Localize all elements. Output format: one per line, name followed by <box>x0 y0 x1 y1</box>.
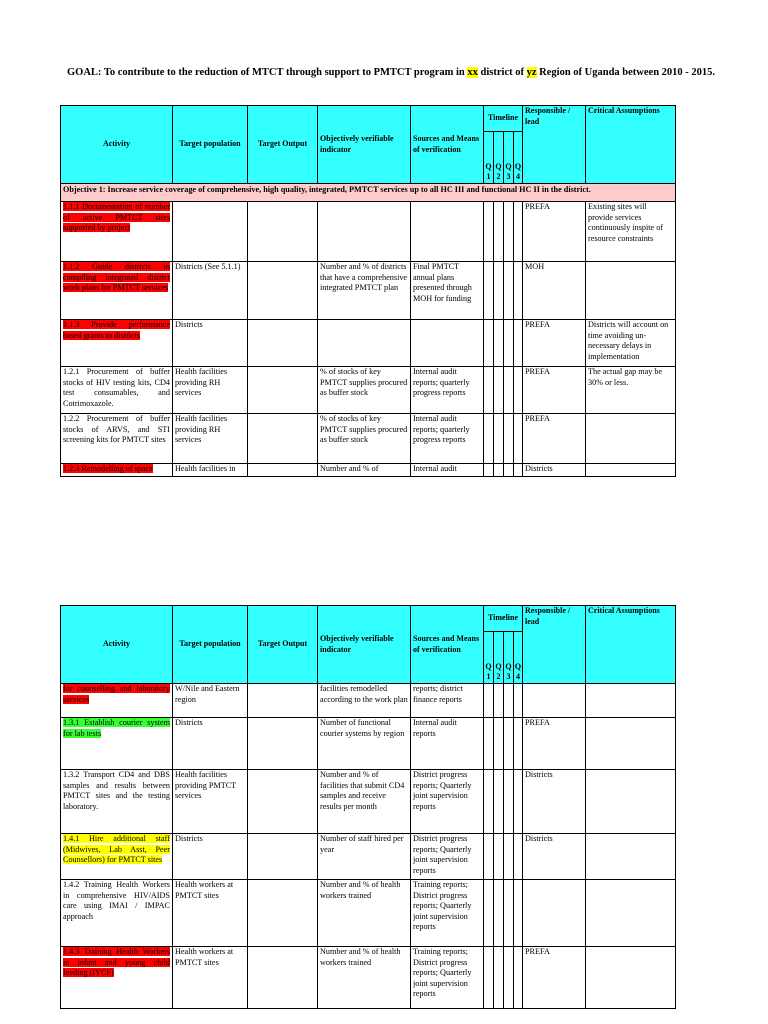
q2-cell <box>494 414 504 464</box>
quarter-header: Q 4 <box>514 132 523 184</box>
q3-cell <box>504 770 514 834</box>
sources-cell: Training reports; District progress reports; Quarterly joint supervision reports <box>411 947 484 1009</box>
population-cell: Health facilities providing PMTCT services <box>173 770 248 834</box>
q4-cell <box>514 684 523 718</box>
activity-cell: 1.4.2 Training Health Workers in comprehensive HIV/AIDS care using IMAI / IMPAC approach <box>61 880 173 947</box>
sources-cell: Internal audit reports <box>411 718 484 770</box>
sources-cell: Internal audit reports; quarterly progress reports <box>411 367 484 414</box>
sources-cell: District progress reports; Quarterly joint supervision reports <box>411 834 484 880</box>
population-cell: Districts <box>173 718 248 770</box>
population-cell: Health facilities in <box>173 464 248 477</box>
q3-cell <box>504 718 514 770</box>
indicator-cell: Number and % of <box>318 464 411 477</box>
q1-cell <box>484 684 494 718</box>
indicator-cell: Number of staff hired per year <box>318 834 411 880</box>
quarter-header: Q 4 <box>514 632 523 684</box>
activity-cell: 1.4.3 Training Health Workers in infant and young child feeding (IYCF) <box>61 947 173 1009</box>
header-responsible: Responsible / lead <box>523 606 586 684</box>
output-cell <box>248 834 318 880</box>
output-cell <box>248 202 318 262</box>
output-cell <box>248 320 318 367</box>
goal-highlight-region: yz <box>526 67 537 78</box>
header-timeline: Timeline <box>484 606 523 632</box>
q4-cell <box>514 880 523 947</box>
responsible-cell: Districts <box>523 770 586 834</box>
quarter-header: Q 3 <box>504 632 514 684</box>
responsible-cell: PREFA <box>523 414 586 464</box>
q1-cell <box>484 414 494 464</box>
indicator-cell: Number and % of health workers trained <box>318 947 411 1009</box>
activity-cell: 1.1.1 Documentation of number of active PMTCT sites supported by project <box>61 202 173 262</box>
logframe-table-1 <box>60 105 676 477</box>
header-target-population: Target population <box>173 106 248 184</box>
header-ovi: Objectively verifiable indicator <box>318 106 411 184</box>
header-sources: Sources and Means of verification <box>411 606 484 684</box>
table-row <box>61 202 676 262</box>
header-responsible: Responsible / lead <box>523 106 586 184</box>
population-cell: Districts (See 5.1.1) <box>173 262 248 320</box>
q4-cell <box>514 414 523 464</box>
q2-cell <box>494 770 504 834</box>
q3-cell <box>504 320 514 367</box>
responsible-cell <box>523 684 586 718</box>
sources-cell: reports; district finance reports <box>411 684 484 718</box>
sources-cell <box>411 320 484 367</box>
population-cell: Health workers at PMTCT sites <box>173 947 248 1009</box>
assumptions-cell <box>586 947 676 1009</box>
q4-cell <box>514 834 523 880</box>
header-assumptions: Critical Assumptions <box>586 606 676 684</box>
q1-cell <box>484 464 494 477</box>
header-activity: Activity <box>61 106 173 184</box>
header-target-output: Target Output <box>248 606 318 684</box>
logframe-table-2 <box>60 605 676 1009</box>
output-cell <box>248 262 318 320</box>
q4-cell <box>514 718 523 770</box>
header-ovi: Objectively verifiable indicator <box>318 606 411 684</box>
sources-cell: Training reports; District progress reports; Quarterly joint supervision reports <box>411 880 484 947</box>
q2-cell <box>494 464 504 477</box>
activity-cell: 1.1.2 Guide districts in compiling integrated district work plans for PMTCT services <box>61 262 173 320</box>
q1-cell <box>484 367 494 414</box>
output-cell <box>248 770 318 834</box>
indicator-cell: % of stocks of key PMTCT supplies procured as buffer stock <box>318 367 411 414</box>
sources-cell: Internal audit <box>411 464 484 477</box>
responsible-cell: MOH <box>523 262 586 320</box>
assumptions-cell <box>586 464 676 477</box>
q3-cell <box>504 414 514 464</box>
output-cell <box>248 947 318 1009</box>
q3-cell <box>504 202 514 262</box>
activity-cell: 1.3.1 Establish courier system for lab tests <box>61 718 173 770</box>
q3-cell <box>504 262 514 320</box>
indicator-cell: Number of functional courier systems by region <box>318 718 411 770</box>
output-cell <box>248 414 318 464</box>
header-assumptions: Critical Assumptions <box>586 106 676 184</box>
q3-cell <box>504 834 514 880</box>
sources-cell: Final PMTCT annual plans presented through MOH for funding <box>411 262 484 320</box>
objective-1: Objective 1: Increase service coverage of comprehensive, high quality, integrated, PMTCT services up to all HC III and functional HC II in the district. <box>61 184 676 202</box>
quarter-header: Q 3 <box>504 132 514 184</box>
population-cell: W/Nile and Eastern region <box>173 684 248 718</box>
population-cell: Health facilities providing RH services <box>173 414 248 464</box>
responsible-cell: Districts <box>523 464 586 477</box>
q2-cell <box>494 880 504 947</box>
activity-cell: 1.2.2 Procurement of buffer stocks of ARVS, and STI screening kits for PMTCT sites <box>61 414 173 464</box>
quarter-header: Q 2 <box>494 632 504 684</box>
q1-cell <box>484 770 494 834</box>
q4-cell <box>514 320 523 367</box>
q1-cell <box>484 320 494 367</box>
output-cell <box>248 464 318 477</box>
q1-cell <box>484 880 494 947</box>
responsible-cell: Districts <box>523 834 586 880</box>
indicator-cell: % of stocks of key PMTCT supplies procured as buffer stock <box>318 414 411 464</box>
q4-cell <box>514 262 523 320</box>
indicator-cell: Number and % of facilities that submit CD4 samples and receive results per month <box>318 770 411 834</box>
assumptions-cell <box>586 880 676 947</box>
table-row <box>61 414 676 464</box>
responsible-cell: PREFA <box>523 947 586 1009</box>
activity-cell: 1.3.2 Transport CD4 and DBS samples and results between PMTCT sites and the testing laboratory. <box>61 770 173 834</box>
q3-cell <box>504 947 514 1009</box>
assumptions-cell: The actual gap may be 30% or less. <box>586 367 676 414</box>
indicator-cell: facilities remodelled according to the work plan <box>318 684 411 718</box>
table-row <box>61 880 676 947</box>
indicator-cell <box>318 320 411 367</box>
activity-cell: 1.1.3 Provide performance based grants to districts <box>61 320 173 367</box>
table-row <box>61 464 676 477</box>
activity-cell: 1.2.1 Procurement of buffer stocks of HIV testing kits, CD4 test consumables, and Cotrimoxazole. <box>61 367 173 414</box>
q1-cell <box>484 202 494 262</box>
assumptions-cell <box>586 770 676 834</box>
goal-statement <box>67 66 717 80</box>
responsible-cell: PREFA <box>523 718 586 770</box>
activity-cell: for counselling and laboratory services <box>61 684 173 718</box>
indicator-cell <box>318 202 411 262</box>
activity-cell: 1.2.3 Remodelling of space <box>61 464 173 477</box>
assumptions-cell <box>586 718 676 770</box>
q4-cell <box>514 770 523 834</box>
quarter-header: Q 1 <box>484 632 494 684</box>
quarter-header: Q 1 <box>484 132 494 184</box>
population-cell: Health workers at PMTCT sites <box>173 880 248 947</box>
q4-cell <box>514 367 523 414</box>
sources-cell: District progress reports; Quarterly joint supervision reports <box>411 770 484 834</box>
goal-text-3: Region of Uganda between 2010 - 2015. <box>536 67 716 78</box>
q1-cell <box>484 834 494 880</box>
table-row <box>61 834 676 880</box>
table-row <box>61 718 676 770</box>
quarter-header: Q 2 <box>494 132 504 184</box>
goal-text-2: district of <box>477 67 527 78</box>
assumptions-cell <box>586 834 676 880</box>
responsible-cell <box>523 880 586 947</box>
indicator-cell: Number and % of health workers trained <box>318 880 411 947</box>
sources-cell: Internal audit reports; quarterly progress reports <box>411 414 484 464</box>
assumptions-cell: Districts will account on time avoiding un-necessary delays in implementation <box>586 320 676 367</box>
population-cell: Districts <box>173 834 248 880</box>
table-row <box>61 684 676 718</box>
q2-cell <box>494 834 504 880</box>
q4-cell <box>514 202 523 262</box>
q3-cell <box>504 684 514 718</box>
responsible-cell: PREFA <box>523 202 586 262</box>
population-cell: Districts <box>173 320 248 367</box>
assumptions-cell <box>586 414 676 464</box>
indicator-cell: Number and % of districts that have a comprehensive integrated PMTCT plan <box>318 262 411 320</box>
output-cell <box>248 367 318 414</box>
header-activity: Activity <box>61 606 173 684</box>
assumptions-cell: Existing sites will provide services continuously inspite of resource constraints <box>586 202 676 262</box>
responsible-cell: PREFA <box>523 320 586 367</box>
q2-cell <box>494 367 504 414</box>
q3-cell <box>504 880 514 947</box>
output-cell <box>248 880 318 947</box>
table-row <box>61 367 676 414</box>
q2-cell <box>494 684 504 718</box>
assumptions-cell <box>586 262 676 320</box>
responsible-cell: PREFA <box>523 367 586 414</box>
q2-cell <box>494 202 504 262</box>
sources-cell <box>411 202 484 262</box>
output-cell <box>248 718 318 770</box>
goal-highlight-district: xx <box>467 67 478 78</box>
header-target-population: Target population <box>173 606 248 684</box>
q3-cell <box>504 367 514 414</box>
header-timeline: Timeline <box>484 106 523 132</box>
table-row <box>61 947 676 1009</box>
table-row <box>61 262 676 320</box>
header-target-output: Target Output <box>248 106 318 184</box>
q2-cell <box>494 718 504 770</box>
population-cell: Health facilities providing RH services <box>173 367 248 414</box>
activity-cell: 1.4.1 Hire additional staff (Midwives, Lab Asst, Peer Counsellors) for PMTCT sites <box>61 834 173 880</box>
q1-cell <box>484 947 494 1009</box>
q2-cell <box>494 262 504 320</box>
q4-cell <box>514 464 523 477</box>
assumptions-cell <box>586 684 676 718</box>
q1-cell <box>484 262 494 320</box>
table-row <box>61 320 676 367</box>
goal-text-1: GOAL: To contribute to the reduction of MTCT through support to PMTCT program in <box>67 67 468 78</box>
q1-cell <box>484 718 494 770</box>
header-sources: Sources and Means of verification <box>411 106 484 184</box>
q4-cell <box>514 947 523 1009</box>
population-cell <box>173 202 248 262</box>
q2-cell <box>494 947 504 1009</box>
q3-cell <box>504 464 514 477</box>
table-row <box>61 770 676 834</box>
output-cell <box>248 684 318 718</box>
q2-cell <box>494 320 504 367</box>
